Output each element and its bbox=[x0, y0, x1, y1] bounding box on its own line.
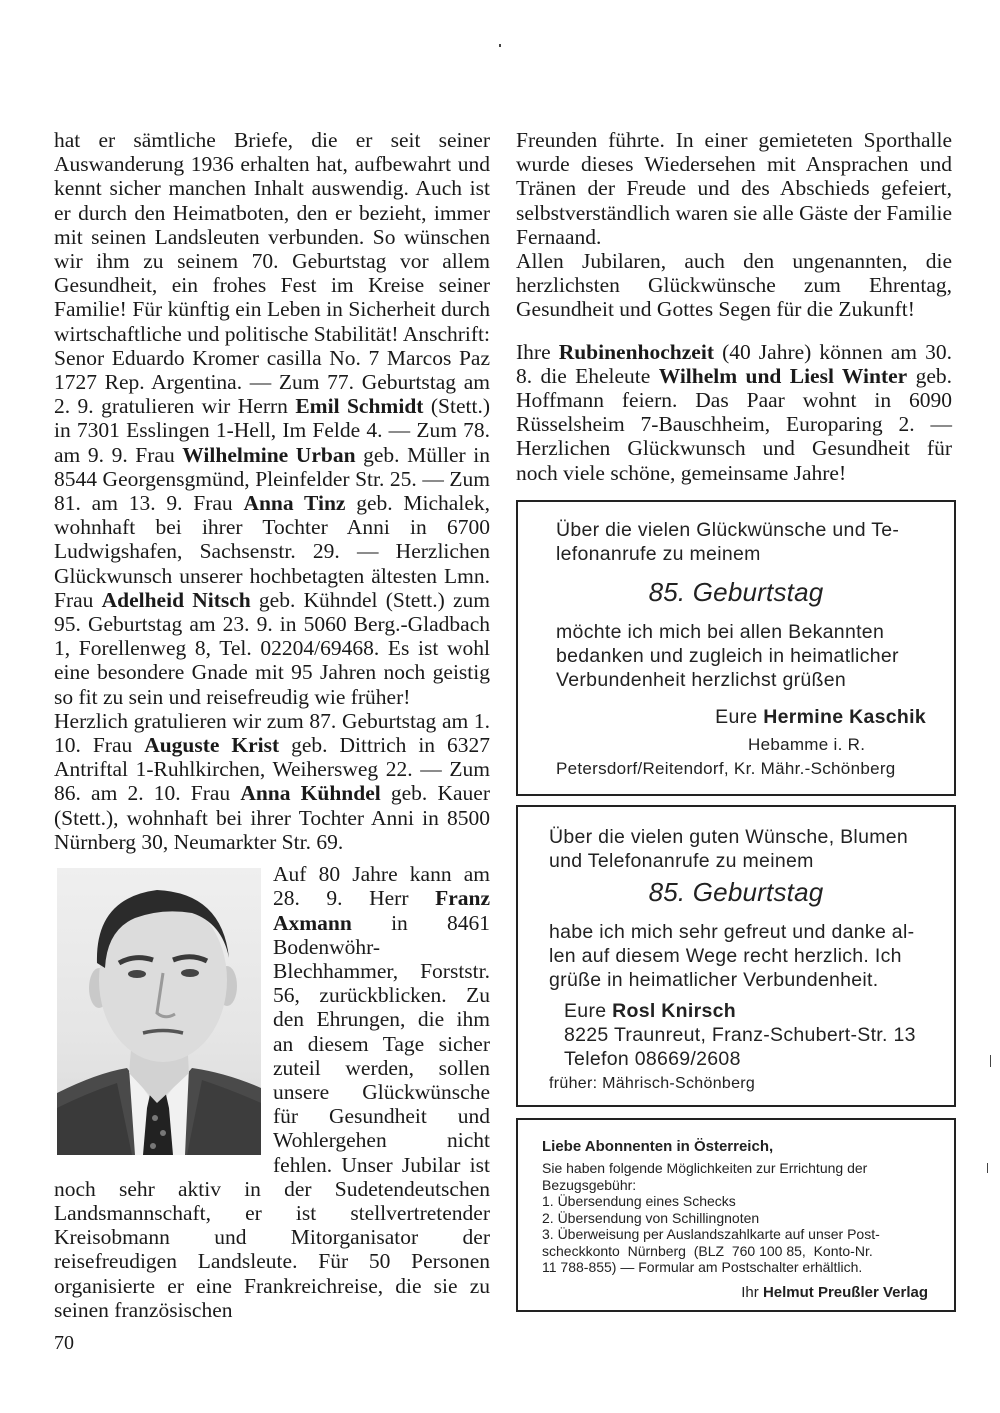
ad-kaschik-signature: Eure Hermine Kaschik bbox=[715, 706, 926, 728]
article-paragraph-october-birthdays: Herzlich gratulieren wir zum 87. Geburtstag am 1. 10. Frau Auguste Krist geb. Dittrich in 6327 Antriftal 1-Ruhlkirchen, Weihersweg 22. — Zum 86. am 2. 10. Frau Anna Kühndel geb. Kauer (Stett.), wohnhaft bei ihrer Tochter Anni in 8500 Nürnberg 30, Neumarkter Str. 69. bbox=[54, 708, 490, 854]
article-paragraph-ruby-wedding: Ihre Rubinenhochzeit (40 Jahre) können am 30. 8. die Eheleute Wilhelm und Liesl Winter geb. Hoffmann feiern. Das Paar wohnt in 6090 Rüsselsheim 7-Bauschheim, Europaring 2. — Herzlichen Glückwunsch und Gesundheit für noch viele schöne, gemeinsame Jahre! bbox=[516, 339, 953, 485]
left-column bbox=[54, 128, 490, 1322]
thank-you-ad-kaschik bbox=[516, 500, 956, 796]
notice-austrian-subscribers bbox=[516, 1118, 956, 1312]
article-paragraph-congratulations-all: Allen Jubilaren, auch den ungenannten, die herzlichsten Glückwünsche zum Ehrentag, Gesundheit und Gottes Segen für die Zukunft! bbox=[516, 249, 952, 322]
notice-option-3: 3. Überweisung per Auslandszahlkarte auf unser Post- bbox=[542, 1226, 880, 1242]
page-number: 70 bbox=[54, 1332, 74, 1354]
ad-knirsch-occasion: 85. Geburtstag bbox=[648, 877, 824, 907]
name-adelheid-nitsch: Adelheid Nitsch bbox=[101, 587, 251, 612]
name-rosl-knirsch: Rosl Knirsch bbox=[612, 1000, 736, 1022]
scan-speck bbox=[987, 1163, 988, 1173]
ad-kaschik-body: möchte ich mich bei allen Bekannten bedanken und zugleich in heimatlicher Verbundenheit herzlichst grüßen bbox=[556, 621, 899, 691]
article-paragraph-franz-axmann: Auf 80 Jahre kann am 28. 9. Herr Franz Axmann in 8461 Bodenwöhr-Blechhammer, Forststr. 56, zurückblicken. Zu den Ehrungen, die ihm an diesem Tage sicher zuteil werden, sollen unsere Glückwünsche für Gesundheit und Wohlergehen nicht fehlen. Unser Jubilar ist noch sehr aktiv in der Sudetendeutschen Landsmannschaft, er ist stellvertretender Kreisobmann und Mitorganisator der reisefreudigen Landsleute. Für 50 Personen organisierte er eine Frankreichreise, die sie zu seinen französischen bbox=[54, 862, 490, 1322]
notice-option-2: 2. Übersendung von Schillingnoten bbox=[542, 1209, 760, 1226]
ad-knirsch-signature: Eure Rosl Knirsch 8225 Traunreut, Franz-Schubert-Str. 13 Telefon 08669/2608 bbox=[564, 1000, 916, 1070]
scan-speck bbox=[990, 1055, 991, 1067]
ad-knirsch-phone: Telefon 08669/2608 bbox=[564, 1048, 741, 1070]
notice-signature: Ihr Helmut Preußler Verlag bbox=[741, 1284, 928, 1301]
article-paragraph-birthdays: hat er sämtliche Briefe, die er seit seiner Auswanderung 1936 erhalten hat, aufbewahrt und kennt sicher manchen Inhalt auswendig. Auch ist er durch den Heimatboten, den er bezieht, immer mit seinen Landsleuten verbunden. So wünschen wir ihm zu seinem 70. Geburtstag vor allem Gesundheit, ein frohes Fest im Kreise seiner Familie! Für künftig ein Leben in Sicherheit durch wirtschaftliche und politische Stabilität! Anschrift: Senor Eduardo Kromer casilla No. 7 Marcos Paz 1727 Rep. Argentina. — Zum 77. Geburtstag am 2. 9. gratulieren wir Herrn Emil Schmidt (Stett.) in 7301 Esslingen 1-Hell, Im Felde 4. — Zum 78. am 9. 9. Frau Wilhelmine Urban geb. Müller in 8544 Georgensgmünd, Pleinfelder Str. 25. — Zum 81. am 13. 9. Frau Anna Tinz geb. Michalek, wohnhaft bei ihrer Tochter Anni in 6700 Ludwigshafen, Sachsenstr. 29. — Herzlichen Glückwunsch unserer hochbetagten ältesten Lmn. Frau Adelheid Nitsch geb. Kühndel (Stett.) zum 95. Geburtstag am 23. 9. in 5060 Berg.-Gladbach 1, Forellenweg 8, Tel. 02204/69468. Es ist wohl eine besondere Gnade mit 95 Jahren noch geistig so fit zu sein und reisefreudig wie früher! bbox=[54, 128, 491, 709]
ad-knirsch-address: 8225 Traunreut, Franz-Schubert-Str. 13 bbox=[564, 1024, 916, 1046]
portrait-photo bbox=[57, 868, 261, 1155]
name-auguste-krist: Auguste Krist bbox=[144, 733, 280, 758]
article-paragraph-reunion: Freunden führte. In einer gemieteten Sporthalle wurde dieses Wiedersehen mit Ansprachen und Tränen der Freude und des Abschieds gefeiert, selbstverständlich waren sie alle Gäste der Familie Fernaand. bbox=[516, 128, 952, 249]
ad-knirsch-origin: früher: Mährisch-Schönberg bbox=[549, 1075, 756, 1092]
name-emil-schmidt: Emil Schmidt bbox=[295, 394, 424, 419]
ad-knirsch-intro: Über die vielen guten Wünsche, Blumen und Telefonanrufe zu meinem bbox=[549, 826, 909, 872]
term-rubinenhochzeit: Rubinenhochzeit bbox=[558, 339, 714, 364]
name-wilhelmine-urban: Wilhelmine Urban bbox=[182, 442, 356, 467]
publisher-name: Helmut Preußler Verlag bbox=[762, 1284, 928, 1301]
right-column bbox=[516, 128, 952, 485]
ad-knirsch-body: habe ich mich sehr gefreut und danke al- len auf diesem Wege recht herzlich. Ich grüße in heimatlicher Verbundenheit. bbox=[549, 921, 915, 991]
notice-option-1: 1. Übersendung eines Schecks bbox=[542, 1193, 736, 1209]
notice-body: Sie haben folgende Möglichkeiten zur Errichtung der Bezugsgebühr: 1. Übersendung eines Schecks 2. Übersendung von Schillingnoten 3. Überweisung per Auslandszahlkarte auf unser Post- scheckkonto Nürnberg (BLZ 760 100 85, Konto-Nr. 11 788-855) — Formular am Postschalter erhältlich. bbox=[542, 1160, 937, 1276]
name-hermine-kaschik: Hermine Kaschik bbox=[763, 706, 926, 728]
ad-kaschik-title: Hebamme i. R. bbox=[748, 735, 866, 754]
portrait-illustration bbox=[57, 868, 261, 1155]
scan-speck bbox=[499, 44, 501, 47]
thank-you-ad-knirsch bbox=[516, 805, 956, 1107]
ad-kaschik-origin: Petersdorf/Reitendorf, Kr. Mähr.-Schönberg bbox=[556, 759, 896, 778]
ad-kaschik-occasion: 85. Geburtstag bbox=[648, 577, 824, 607]
name-anna-kuehndel: Anna Kühndel bbox=[240, 781, 381, 806]
ad-kaschik-intro: Über die vielen Glückwünsche und Te- lefonanrufe zu meinem bbox=[556, 519, 900, 565]
name-wilhelm-liesl-winter: Wilhelm und Liesl Winter bbox=[658, 363, 908, 388]
notice-heading: Liebe Abonnenten in Österreich, bbox=[542, 1138, 774, 1155]
name-franz-axmann: Franz Axmann bbox=[273, 886, 490, 935]
name-anna-tinz: Anna Tinz bbox=[243, 491, 346, 516]
